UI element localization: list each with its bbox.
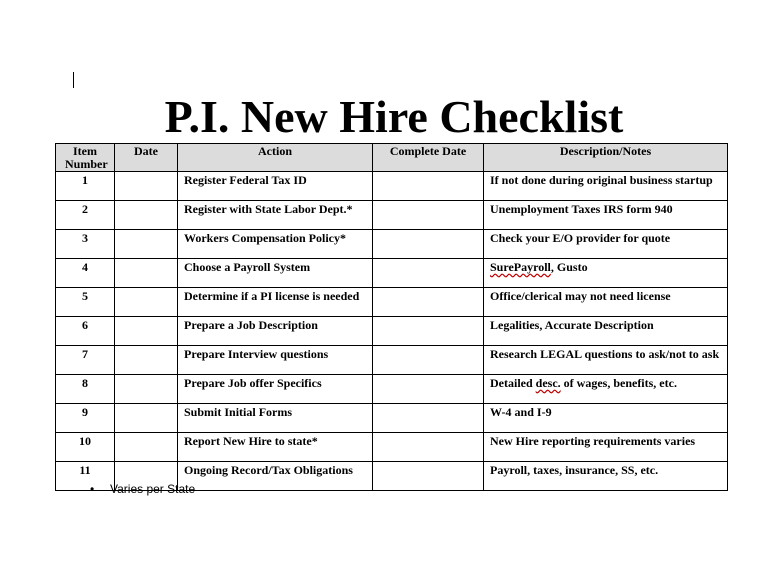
cell-description: Research LEGAL questions to ask/not to ask <box>484 346 728 375</box>
cell-item-number: 11 <box>56 462 115 491</box>
table-header-row <box>56 144 728 172</box>
cell-item-number: 9 <box>56 404 115 433</box>
cell-action: Workers Compensation Policy* <box>178 230 373 259</box>
table-row <box>56 433 728 462</box>
table-row <box>56 346 728 375</box>
spellcheck-flag: SurePayroll <box>490 260 551 274</box>
table-row <box>56 230 728 259</box>
cell-description: Unemployment Taxes IRS form 940 <box>484 201 728 230</box>
cell-item-number: 7 <box>56 346 115 375</box>
cell-action: Determine if a PI license is needed <box>178 288 373 317</box>
cell-description: If not done during original business startup <box>484 172 728 201</box>
table-row <box>56 288 728 317</box>
footnote-text: Varies per State <box>110 482 196 496</box>
cell-description: SurePayroll, Gusto <box>484 259 728 288</box>
cell-complete-date <box>373 172 484 201</box>
cell-complete-date <box>373 462 484 491</box>
cell-action: Submit Initial Forms <box>178 404 373 433</box>
header-complete-date: Complete Date <box>373 144 484 172</box>
header-date: Date <box>115 144 178 172</box>
cell-item-number: 1 <box>56 172 115 201</box>
table-row <box>56 201 728 230</box>
table-row <box>56 404 728 433</box>
cell-date <box>115 230 178 259</box>
spellcheck-flag: desc. <box>535 376 561 390</box>
cell-description: Detailed desc. of wages, benefits, etc. <box>484 375 728 404</box>
cell-date <box>115 201 178 230</box>
cell-date <box>115 172 178 201</box>
cell-complete-date <box>373 433 484 462</box>
cell-action: Prepare Interview questions <box>178 346 373 375</box>
cell-description: New Hire reporting requirements varies <box>484 433 728 462</box>
cell-description: Office/clerical may not need license <box>484 288 728 317</box>
footnote-list <box>90 482 195 496</box>
header-description: Description/Notes <box>484 144 728 172</box>
cell-action: Register Federal Tax ID <box>178 172 373 201</box>
cell-action: Choose a Payroll System <box>178 259 373 288</box>
cell-item-number: 4 <box>56 259 115 288</box>
cell-complete-date <box>373 259 484 288</box>
cell-item-number: 3 <box>56 230 115 259</box>
header-item-number <box>56 144 115 172</box>
table-row <box>56 375 728 404</box>
bullet-icon: • <box>90 482 95 496</box>
cell-item-number: 8 <box>56 375 115 404</box>
cell-date <box>115 375 178 404</box>
header-item-number-label: Item Number <box>65 144 108 171</box>
cell-action: Prepare Job offer Specifics <box>178 375 373 404</box>
cell-complete-date <box>373 230 484 259</box>
cell-item-number: 6 <box>56 317 115 346</box>
cell-date <box>115 404 178 433</box>
cell-complete-date <box>373 317 484 346</box>
cell-action: Prepare a Job Description <box>178 317 373 346</box>
cell-description: Legalities, Accurate Description <box>484 317 728 346</box>
cell-item-number: 10 <box>56 433 115 462</box>
cell-description: W-4 and I-9 <box>484 404 728 433</box>
cell-date <box>115 259 178 288</box>
cell-action: Register with State Labor Dept.* <box>178 201 373 230</box>
cell-complete-date <box>373 346 484 375</box>
table-row <box>56 172 728 201</box>
table-row <box>56 317 728 346</box>
cell-item-number: 5 <box>56 288 115 317</box>
table-row <box>56 259 728 288</box>
cell-complete-date <box>373 404 484 433</box>
cell-date <box>115 433 178 462</box>
cell-complete-date <box>373 201 484 230</box>
page-title: P.I. New Hire Checklist <box>164 91 624 142</box>
cell-date <box>115 288 178 317</box>
cell-action: Ongoing Record/Tax Obligations <box>178 462 373 491</box>
cell-action: Report New Hire to state* <box>178 433 373 462</box>
header-action: Action <box>178 144 373 172</box>
cell-description: Payroll, taxes, insurance, SS, etc. <box>484 462 728 491</box>
checklist-table <box>55 143 728 491</box>
cell-complete-date <box>373 288 484 317</box>
cell-date <box>115 317 178 346</box>
cell-complete-date <box>373 375 484 404</box>
cell-description: Check your E/O provider for quote <box>484 230 728 259</box>
footnote-item <box>90 482 195 496</box>
cell-date <box>115 346 178 375</box>
cell-item-number: 2 <box>56 201 115 230</box>
text-cursor <box>73 72 74 88</box>
